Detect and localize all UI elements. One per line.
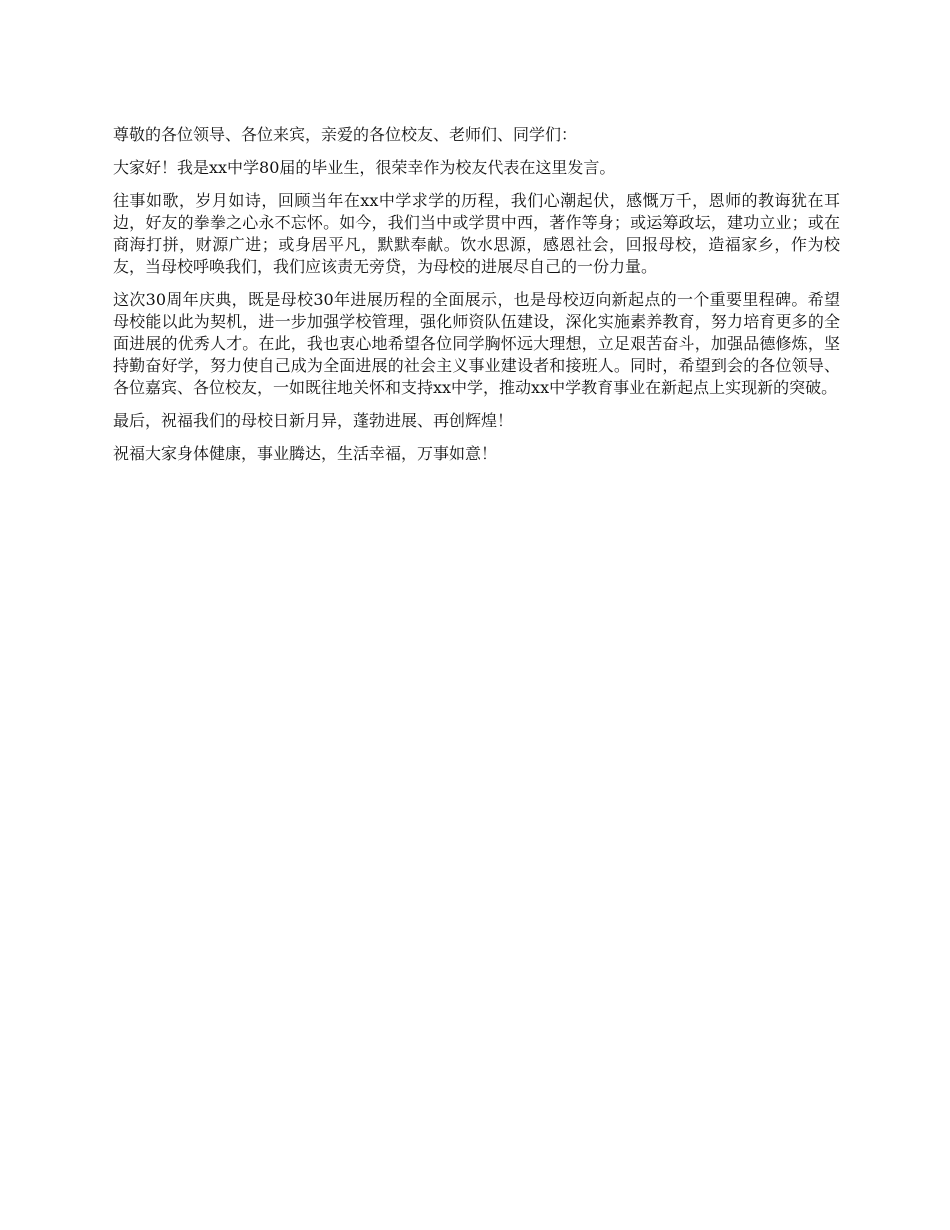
blessing-everyone-paragraph: 祝福大家身体健康，事业腾达，生活幸福，万事如意！ xyxy=(113,444,498,463)
anniversary-paragraph: 这次30周年庆典，既是母校30年进展历程的全面展示，也是母校迈向新起点的一个重要里程碑。希望母校能以此为契机，进一步加强学校管理，强化师资队伍建设，深化实施素养教育，努力培育更多的全面进展的优秀人才。在此，我也衷心地希望各位同学胸怀远大理想，立足艰苦奋斗，加强品德修炼，坚持勤奋好学，努力使自己成为全面进展的社会主义事业建设者和接班人。同时，希望到会的各位领导、各位嘉宾、各位校友，一如既往地关怀和支持xx中学，推动xx中学教育事业在新起点上实现新的突破。 xyxy=(113,290,840,397)
memories-paragraph: 往事如歌，岁月如诗，回顾当年在xx中学求学的历程，我们心潮起伏，感慨万千，恩师的教诲犹在耳边，好友的拳拳之心永不忘怀。如今，我们当中或学贯中西，著作等身；或运筹政坛，建功立业；或在商海打拼，财源广进；或身居平凡，默默奉献。饮水思源，感恩社会，回报母校，造福家乡，作为校友，当母校呼唤我们，我们应该责无旁贷，为母校的进展尽自己的一份力量。 xyxy=(113,191,840,276)
greeting-paragraph: 大家好！我是xx中学80届的毕业生，很荣幸作为校友代表在这里发言。 xyxy=(113,158,616,177)
document-body xyxy=(113,124,840,476)
salutation-paragraph: 尊敬的各位领导、各位来宾，亲爱的各位校友、老师们、同学们： xyxy=(113,125,578,144)
blessing-school-paragraph: 最后，祝福我们的母校日新月异，蓬勃进展、再创辉煌！ xyxy=(113,411,514,430)
